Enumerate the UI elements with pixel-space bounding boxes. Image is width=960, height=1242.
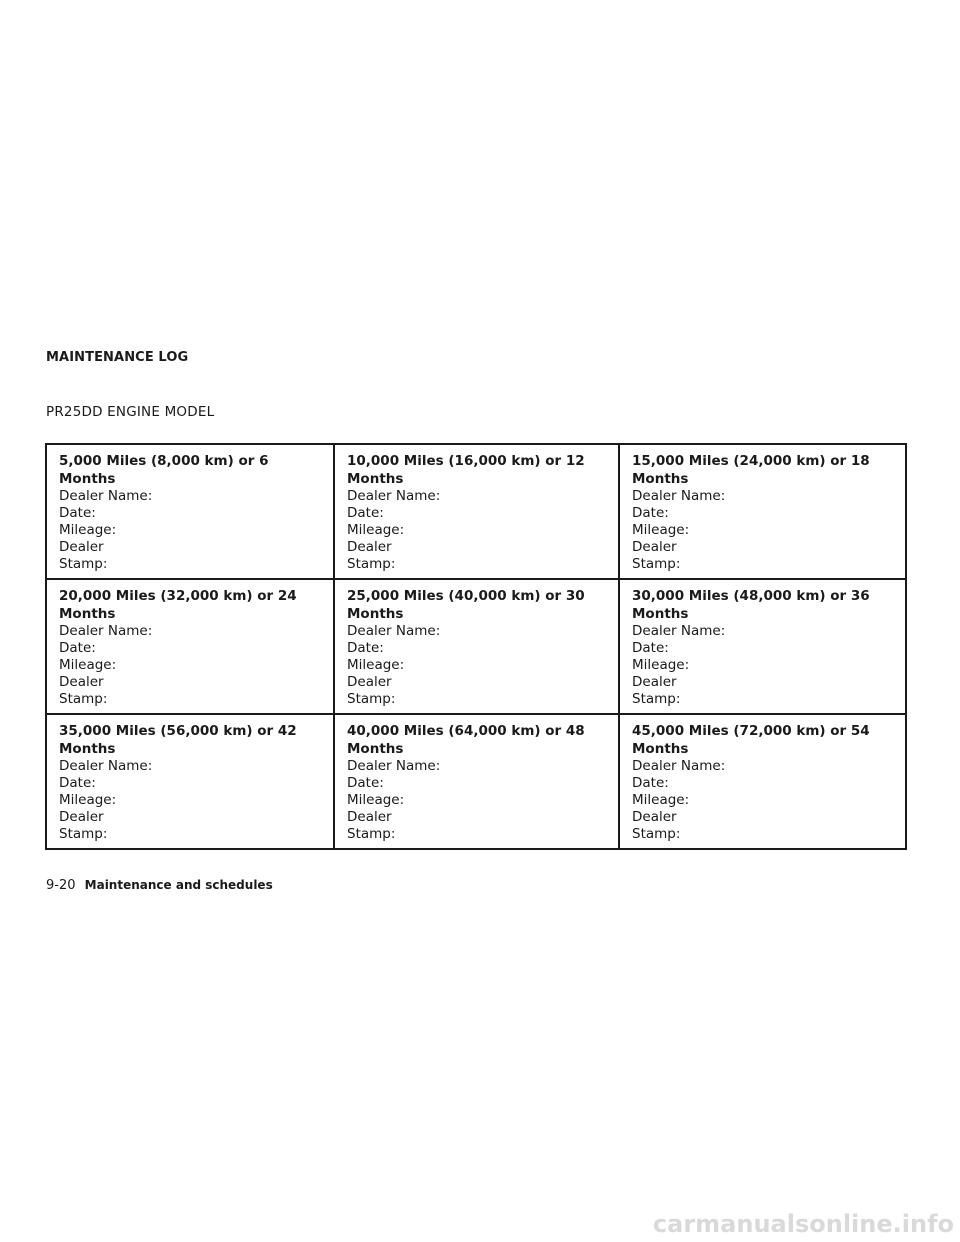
date-label: Date: [632,640,669,656]
dealer-label: Dealer [59,674,104,690]
log-cell [619,579,906,714]
dealer-label: Dealer [59,539,104,555]
chapter-title: Maintenance and schedules [84,878,273,892]
log-cell [334,579,619,714]
service-interval: 10,000 Miles (16,000 km) or 12 Months [347,453,585,487]
engine-model-subtitle: PR25DD ENGINE MODEL [46,404,215,420]
dealer-name-label: Dealer Name: [632,623,726,639]
dealer-name-label: Dealer Name: [347,488,441,504]
log-cell [619,714,906,849]
service-interval: 40,000 Miles (64,000 km) or 48 Months [347,723,585,757]
date-label: Date: [347,505,384,521]
stamp-label: Stamp: [347,556,396,572]
service-interval: 30,000 Miles (48,000 km) or 36 Months [632,588,870,622]
dealer-name-label: Dealer Name: [632,488,726,504]
stamp-label: Stamp: [59,556,108,572]
dealer-label: Dealer [347,809,392,825]
service-interval: 20,000 Miles (32,000 km) or 24 Months [59,588,297,622]
table-row [46,444,906,579]
mileage-label: Mileage: [347,792,405,808]
table-row [46,714,906,849]
log-cell [334,444,619,579]
date-label: Date: [347,775,384,791]
log-cell [619,444,906,579]
service-interval: 25,000 Miles (40,000 km) or 30 Months [347,588,585,622]
stamp-label: Stamp: [632,691,681,707]
dealer-label: Dealer [59,809,104,825]
stamp-label: Stamp: [59,691,108,707]
dealer-label: Dealer [632,674,677,690]
dealer-name-label: Dealer Name: [347,623,441,639]
dealer-label: Dealer [632,809,677,825]
dealer-name-label: Dealer Name: [632,758,726,774]
service-interval: 15,000 Miles (24,000 km) or 18 Months [632,453,870,487]
stamp-label: Stamp: [347,826,396,842]
mileage-label: Mileage: [59,657,117,673]
page-footer [46,878,273,893]
date-label: Date: [59,640,96,656]
date-label: Date: [347,640,384,656]
date-label: Date: [59,505,96,521]
stamp-label: Stamp: [347,691,396,707]
dealer-label: Dealer [347,674,392,690]
dealer-name-label: Dealer Name: [347,758,441,774]
log-cell [46,444,334,579]
dealer-label: Dealer [632,539,677,555]
mileage-label: Mileage: [59,522,117,538]
stamp-label: Stamp: [59,826,108,842]
site-watermark: carmanualsonline.info [652,1210,954,1238]
mileage-label: Mileage: [632,792,690,808]
service-interval: 35,000 Miles (56,000 km) or 42 Months [59,723,297,757]
stamp-label: Stamp: [632,556,681,572]
section-title: MAINTENANCE LOG [46,350,189,365]
dealer-name-label: Dealer Name: [59,758,153,774]
mileage-label: Mileage: [59,792,117,808]
date-label: Date: [59,775,96,791]
dealer-label: Dealer [347,539,392,555]
table-row [46,579,906,714]
date-label: Date: [632,505,669,521]
log-cell [334,714,619,849]
service-interval: 5,000 Miles (8,000 km) or 6 Months [59,453,269,487]
service-interval: 45,000 Miles (72,000 km) or 54 Months [632,723,870,757]
mileage-label: Mileage: [632,522,690,538]
mileage-label: Mileage: [347,522,405,538]
log-cell [46,579,334,714]
dealer-name-label: Dealer Name: [59,488,153,504]
mileage-label: Mileage: [632,657,690,673]
mileage-label: Mileage: [347,657,405,673]
log-cell [46,714,334,849]
maintenance-log-table [45,443,907,850]
dealer-name-label: Dealer Name: [59,623,153,639]
page-number: 9-20 [46,878,76,893]
stamp-label: Stamp: [632,826,681,842]
date-label: Date: [632,775,669,791]
